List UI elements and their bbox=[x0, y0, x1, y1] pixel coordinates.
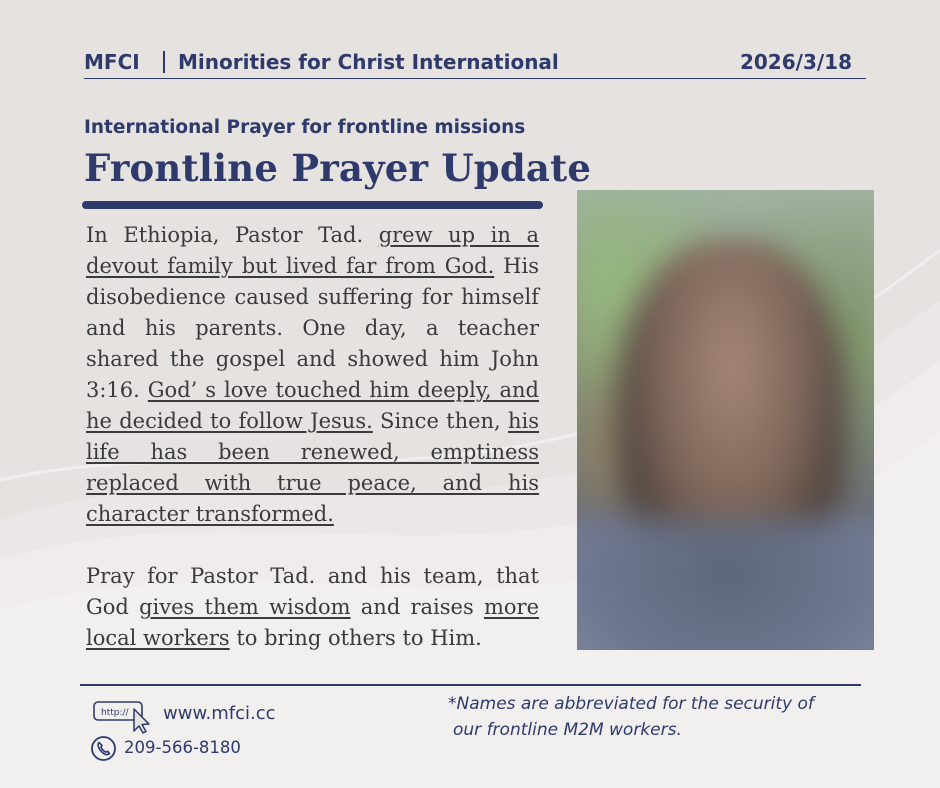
header-divider bbox=[163, 51, 165, 73]
phone-icon bbox=[90, 735, 117, 762]
blurred-portrait-photo bbox=[577, 190, 874, 650]
story-text: His disobedience caused suffering for himself and his parents. One day, a teacher shared the gospel and showed him John 3:16. bbox=[86, 254, 539, 402]
story-paragraph-2 bbox=[86, 561, 539, 654]
photo-shirt bbox=[577, 520, 874, 650]
web-icon-label: http:// bbox=[101, 708, 129, 718]
story-body bbox=[86, 220, 539, 654]
page-title: Frontline Prayer Update bbox=[84, 146, 592, 190]
story-highlight: God’ s love touched him deeply, and he decided to follow Jesus. bbox=[86, 378, 539, 433]
prayer-text: and raises bbox=[350, 595, 484, 619]
prayer-text: Pray for Pastor Tad. and his team, that God bbox=[86, 564, 539, 619]
header-bar bbox=[84, 46, 866, 79]
web-link-icon bbox=[92, 700, 156, 734]
organization-name: Minorities for Christ International bbox=[178, 50, 559, 74]
story-highlight: grew up in a devout family but lived far from God. bbox=[86, 223, 540, 278]
security-note bbox=[448, 691, 868, 743]
story-text: Since then, bbox=[372, 409, 508, 433]
prayer-highlight: more local workers bbox=[86, 595, 539, 650]
title-underline bbox=[82, 201, 543, 209]
story-paragraph-1 bbox=[86, 220, 539, 530]
security-note-line-1: *Names are abbreviated for the security of bbox=[448, 694, 814, 714]
website-link[interactable]: www.mfci.cc bbox=[163, 703, 276, 724]
footer-divider bbox=[80, 684, 861, 686]
story-text: In Ethiopia, Pastor Tad. bbox=[86, 223, 379, 247]
security-note-line-2: our frontline M2M workers. bbox=[453, 720, 682, 740]
prayer-text: to bring others to Him. bbox=[229, 626, 482, 650]
phone-number[interactable]: 209-566-8180 bbox=[124, 738, 241, 757]
brand-acronym: MFCI bbox=[84, 50, 140, 74]
story-highlight: his life has been renewed, emptiness replaced with true peace, and his character transformed. bbox=[86, 409, 540, 526]
prayer-highlight: gives them wisdom bbox=[139, 595, 351, 619]
publish-date: 2026/3/18 bbox=[739, 50, 852, 74]
section-kicker: International Prayer for frontline missions bbox=[84, 117, 526, 138]
